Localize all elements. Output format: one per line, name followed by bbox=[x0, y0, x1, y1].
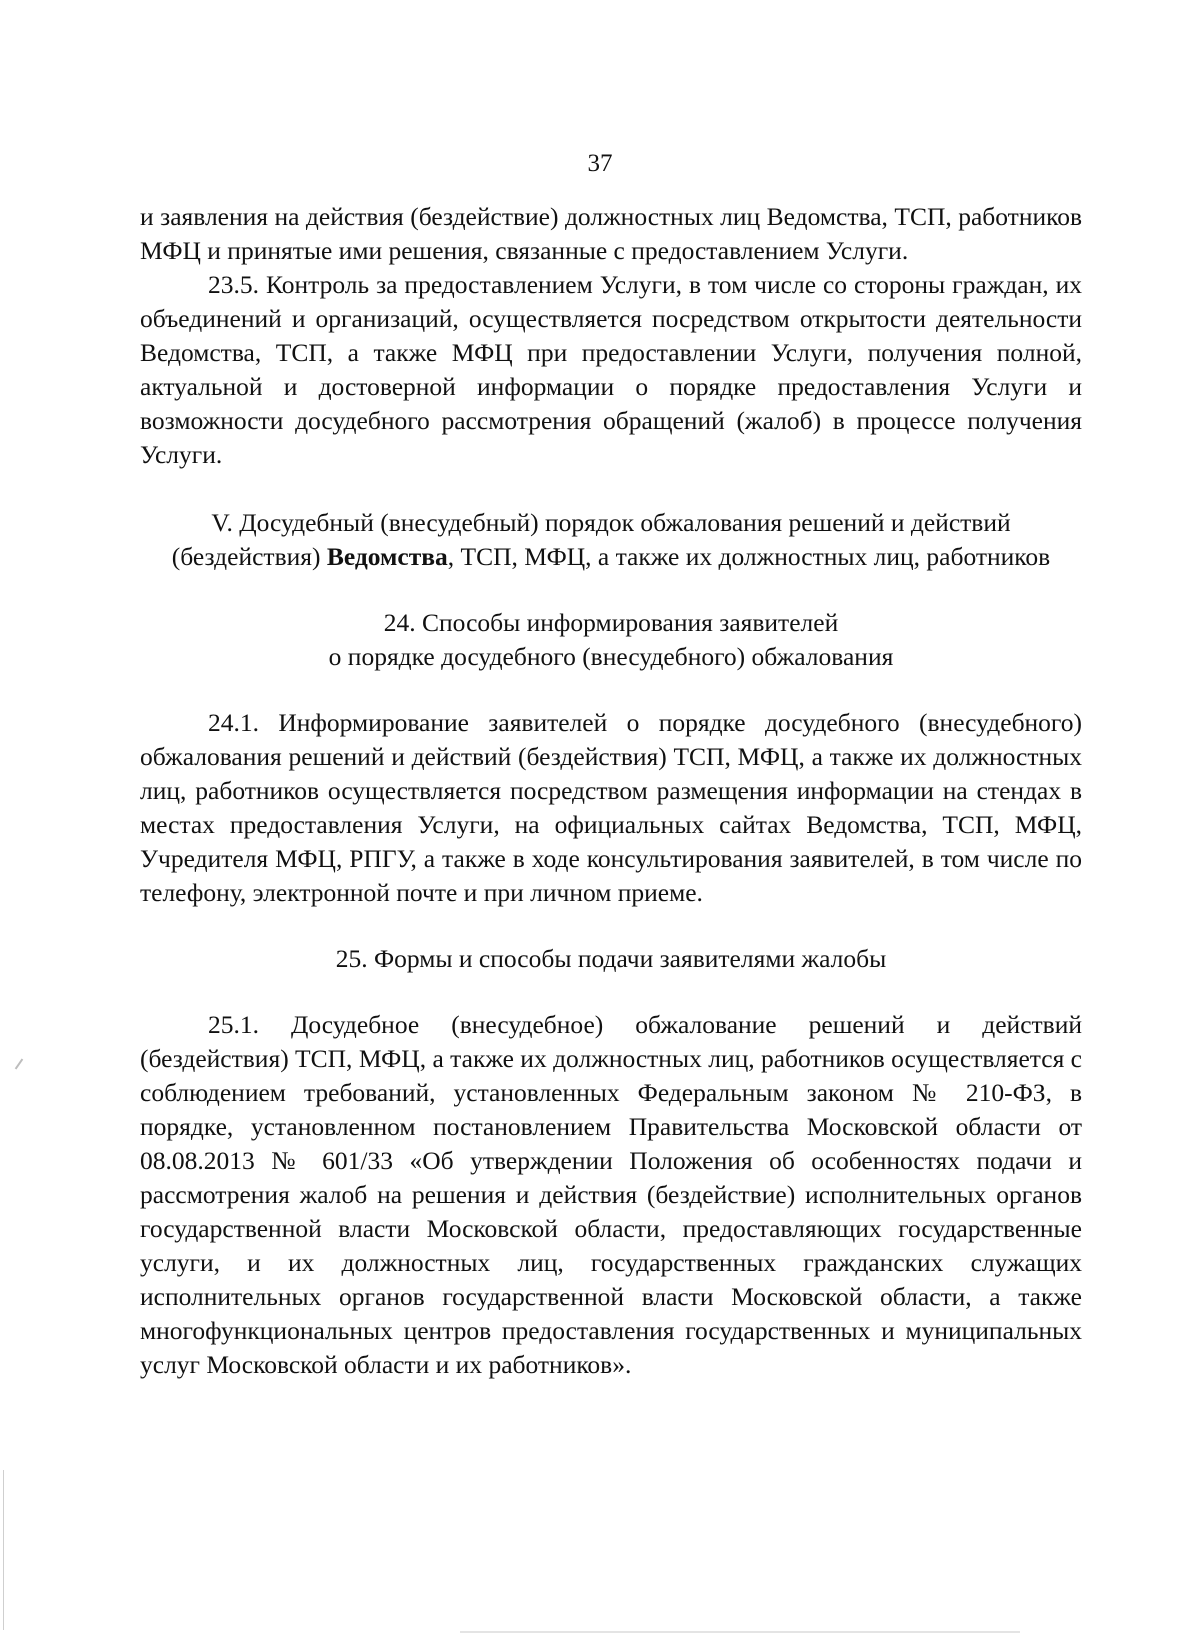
spacer bbox=[140, 472, 1082, 506]
document-body bbox=[140, 200, 1082, 1382]
section-v-heading-line2-post: , ТСП, МФЦ, а также их должностных лиц, работников bbox=[447, 542, 1051, 571]
scan-artifact-left-edge bbox=[3, 1470, 4, 1630]
section-v-heading-line2-pre: (бездействия) bbox=[171, 542, 327, 571]
section-v-heading-bold: Ведомства bbox=[326, 542, 448, 571]
spacer bbox=[140, 910, 1082, 942]
scan-artifact-mark bbox=[15, 1059, 24, 1070]
paragraph-23-5: 23.5. Контроль за предоставлением Услуги, в том числе со стороны граждан, их объединений и организаций, осуществляется посредством открытости деятельности Ведомства, ТСП, а также МФЦ при предоставлении Услуги, получения полной, актуальной и достоверной информации о порядке предоставления Услуги и возможности досудебного рассмотрения обращений (жалоб) в процессе получения Услуги. bbox=[140, 270, 1082, 469]
section-v-heading-line1: V. Досудебный (внесудебный) порядок обжалования решений и действий bbox=[211, 508, 1011, 537]
scan-artifact-bottom-edge bbox=[460, 1631, 1020, 1633]
section-24-heading-line1: 24. Способы информирования заявителей bbox=[383, 608, 839, 637]
spacer bbox=[140, 976, 1082, 1008]
section-v-heading bbox=[140, 506, 1082, 574]
paragraph-25-1: 25.1. Досудебное (внесудебное) обжалование решений и действий (бездействия) ТСП, МФЦ, а также их должностных лиц, работников осуществляется с соблюдением требований, установленных Федеральным законом № 210-ФЗ, в порядке, установленном постановлением Правительства Московской области от 08.08.2013 № 601/33 «Об утверждении Положения об особенностях подачи и рассмотрения жалоб на решения и действия (бездействие) исполнительных органов государственной власти Московской области, предоставляющих государственные услуги, и их должностных лиц, государственных гражданских служащих исполнительных органов государственной власти Московской области, а также многофункциональных центров предоставления государственных и муниципальных услуг Московской области и их работников». bbox=[140, 1010, 1082, 1379]
page-number: 37 bbox=[587, 150, 613, 177]
section-24-heading bbox=[140, 606, 1082, 674]
section-25-heading: 25. Формы и способы подачи заявителями жалобы bbox=[335, 944, 887, 973]
paragraph-24-1: 24.1. Информирование заявителей о порядке досудебного (внесудебного) обжалования решений и действий (бездействия) ТСП, МФЦ, а также их должностных лиц, работников осуществляется посредством размещения информации на стендах в местах предоставления Услуги, на официальных сайтах Ведомства, ТСП, МФЦ, Учредителя МФЦ, РПГУ, а также в ходе консультирования заявителей, в том числе по телефону, электронной почте и при личном приеме. bbox=[140, 708, 1082, 907]
paragraph-continuation: и заявления на действия (бездействие) должностных лиц Ведомства, ТСП, работников МФЦ и принятые ими решения, связанные с предоставлением Услуги. bbox=[140, 202, 1082, 265]
spacer bbox=[140, 574, 1082, 606]
section-v-heading-line2 bbox=[140, 540, 1082, 574]
section-24-heading-line2: о порядке досудебного (внесудебного) обжалования bbox=[328, 642, 894, 671]
spacer bbox=[140, 674, 1082, 706]
